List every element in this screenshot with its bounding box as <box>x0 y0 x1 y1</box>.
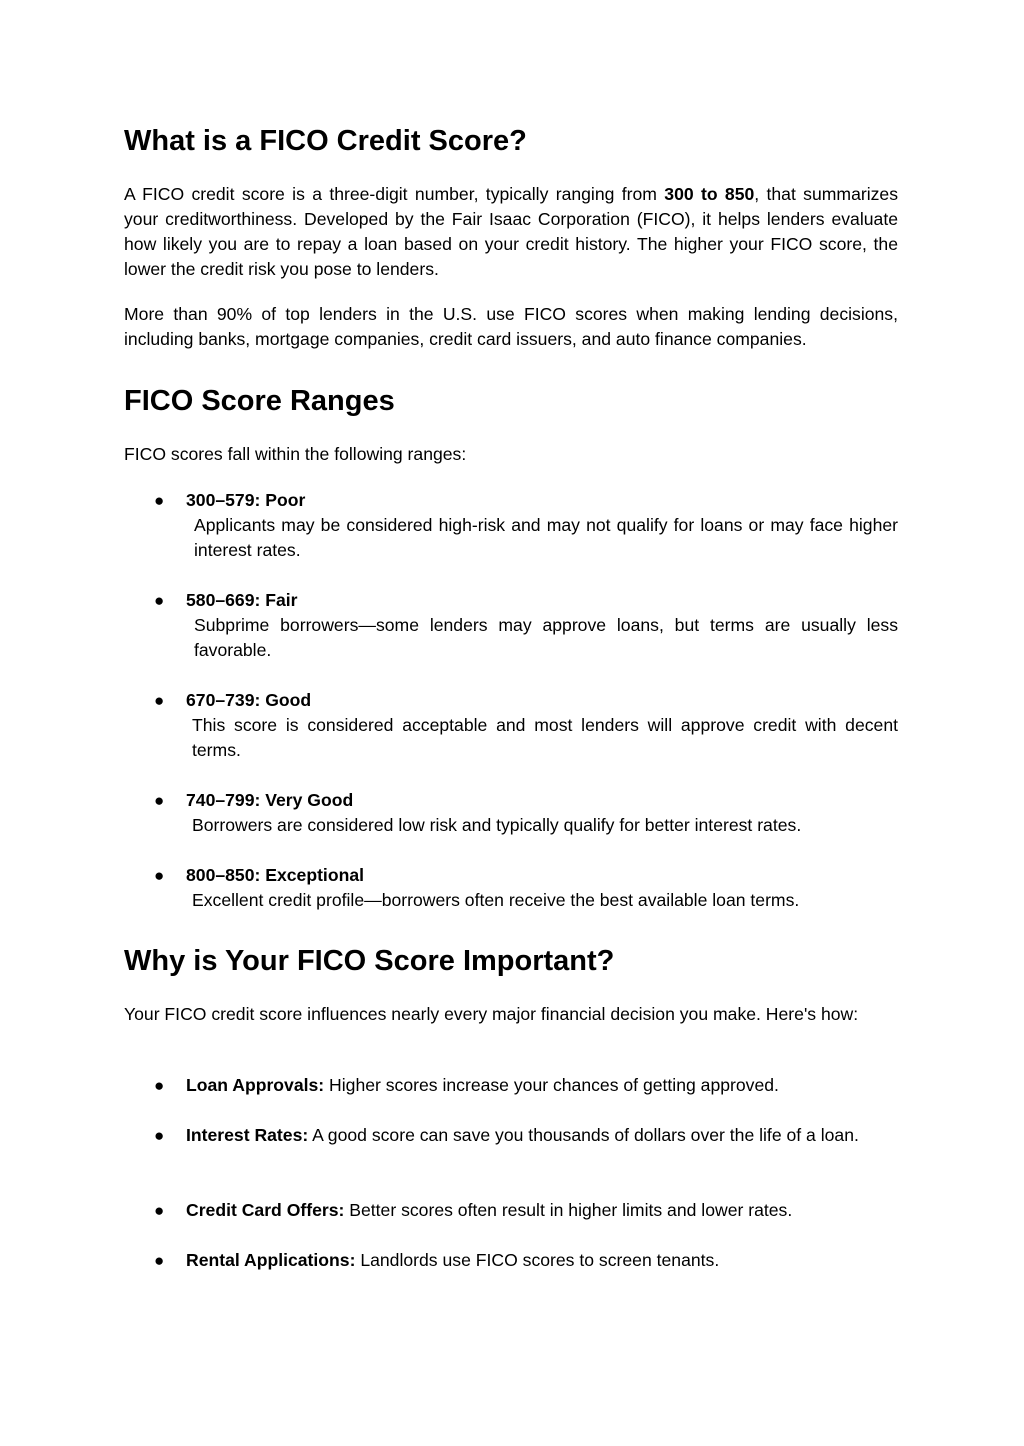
range-entry <box>186 588 898 663</box>
range-title: 800–850: Exceptional <box>186 865 364 885</box>
bullet-icon: ● <box>154 491 165 510</box>
importance-entry <box>186 1248 898 1273</box>
bullet-icon: ● <box>154 1126 165 1145</box>
range-entry <box>186 863 898 913</box>
paragraph-fico-definition <box>124 182 898 282</box>
importance-text: Landlords use FICO scores to screen tenants. <box>355 1250 720 1270</box>
range-title: 300–579: Poor <box>186 490 306 510</box>
heading-why-important: Why is Your FICO Score Important? <box>124 945 615 977</box>
paragraph-lender-usage: More than 90% of top lenders in the U.S. use FICO scores when making lending decisions, including banks, mortgage companies, credit card issuers, and auto finance companies. <box>124 304 898 349</box>
range-title: 740–799: Very Good <box>186 790 354 810</box>
bullet-icon: ● <box>154 591 165 610</box>
importance-term: Loan Approvals: <box>186 1075 325 1095</box>
importance-text: Better scores often result in higher limits and lower rates. <box>344 1200 793 1220</box>
importance-term: Credit Card Offers: <box>186 1200 345 1220</box>
bullet-icon: ● <box>154 1076 165 1095</box>
definition-text-end: , that summarizes your creditworthiness. Developed by the Fair Isaac Corporation (FICO), it helps lenders evaluate how likely you are to repay a loan based on your credit history. The higher your FICO score, the lower the credit risk you pose to lenders. <box>124 184 899 279</box>
range-entry <box>186 488 898 563</box>
importance-entry <box>186 1198 898 1223</box>
range-description: Subprime borrowers—some lenders may approve loans, but terms are usually less favorable. <box>194 615 898 660</box>
paragraph-ranges-intro: FICO scores fall within the following ranges: <box>124 444 467 464</box>
range-title: 670–739: Good <box>186 690 312 710</box>
importance-text: Higher scores increase your chances of getting approved. <box>324 1075 779 1095</box>
heading-what-is-fico: What is a FICO Credit Score? <box>124 125 527 157</box>
range-entry <box>186 688 898 763</box>
bullet-icon: ● <box>154 691 165 710</box>
range-description: This score is considered acceptable and most lenders will approve credit with decent terms. <box>192 715 898 760</box>
range-title: 580–669: Fair <box>186 590 298 610</box>
bullet-icon: ● <box>154 866 165 885</box>
paragraph-why-intro: Your FICO credit score influences nearly every major financial decision you make. Here's how: <box>124 1004 859 1024</box>
range-description: Applicants may be considered high-risk and may not qualify for loans or may face higher interest rates. <box>194 515 898 560</box>
range-description: Excellent credit profile—borrowers often receive the best available loan terms. <box>192 890 800 910</box>
heading-score-ranges: FICO Score Ranges <box>124 385 395 417</box>
importance-entry <box>186 1123 898 1148</box>
importance-term: Interest Rates: <box>186 1125 309 1145</box>
score-range-emphasis: 300 to 850 <box>664 184 755 204</box>
importance-entry <box>186 1073 898 1098</box>
definition-text-start: A FICO credit score is a three-digit number, typically ranging from <box>124 184 665 204</box>
importance-text: A good score can save you thousands of dollars over the life of a loan. <box>308 1125 859 1145</box>
range-description: Borrowers are considered low risk and typically qualify for better interest rates. <box>192 815 802 835</box>
importance-term: Rental Applications: <box>186 1250 356 1270</box>
range-entry <box>186 788 898 838</box>
bullet-icon: ● <box>154 1251 165 1270</box>
bullet-icon: ● <box>154 791 165 810</box>
bullet-icon: ● <box>154 1201 165 1220</box>
